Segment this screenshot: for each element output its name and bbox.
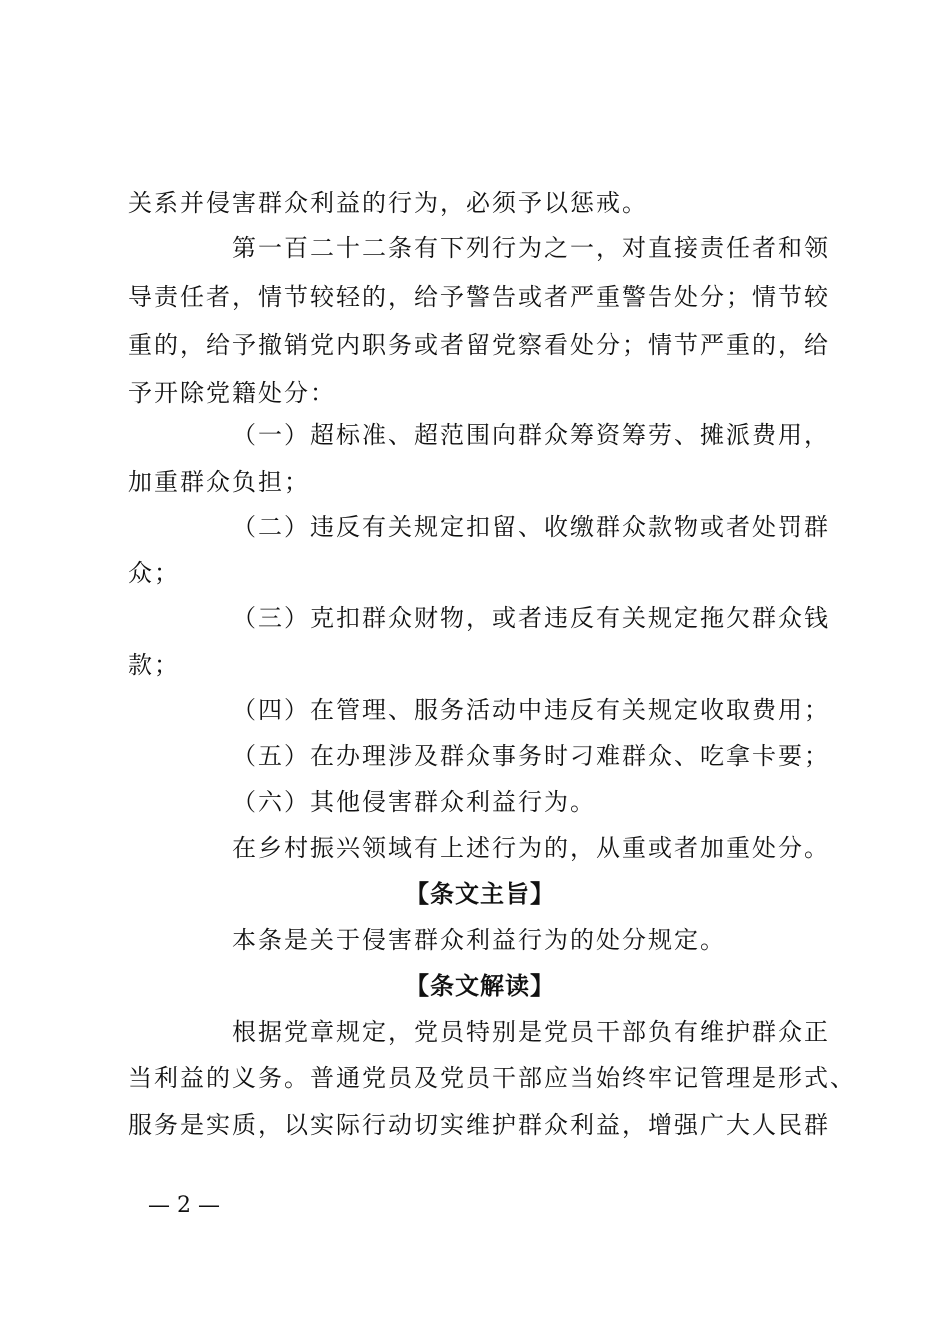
interpretation-line-3: 服务是实质，以实际行动切实维护群众利益，增强广大人民群 bbox=[128, 1111, 830, 1139]
item-1-line-1: （一）超标准、超范围向群众筹资筹劳、摊派费用， bbox=[232, 421, 830, 449]
purpose-text-line: 本条是关于侵害群众利益行为的处分规定。 bbox=[232, 926, 726, 954]
heading-article-interpretation: 【条文解读】 bbox=[405, 971, 555, 1000]
item-2-line-2: 众； bbox=[128, 559, 180, 587]
item-4-line: （四）在管理、服务活动中违反有关规定收取费用； bbox=[232, 696, 830, 724]
article-line-3: 重的，给予撤销党内职务或者留党察看处分；情节严重的，给 bbox=[128, 331, 830, 359]
article-line-1: 第一百二十二条有下列行为之一，对直接责任者和领 bbox=[232, 234, 830, 262]
item-5-line: （五）在办理涉及群众事务时刁难群众、吃拿卡要； bbox=[232, 742, 830, 770]
intro-tail-line: 关系并侵害群众利益的行为，必须予以惩戒。 bbox=[128, 189, 648, 217]
interpretation-line-1: 根据党章规定，党员特别是党员干部负有维护群众正 bbox=[232, 1018, 830, 1046]
item-3-line-2: 款； bbox=[128, 651, 180, 679]
item-1-line-2: 加重群众负担； bbox=[128, 468, 310, 496]
article-line-2: 导责任者，情节较轻的，给予警告或者严重警告处分；情节较 bbox=[128, 283, 830, 311]
rural-revitalization-line: 在乡村振兴领域有上述行为的，从重或者加重处分。 bbox=[232, 834, 830, 862]
heading-article-purpose: 【条文主旨】 bbox=[405, 879, 555, 908]
page-number: — 2 — bbox=[148, 1193, 220, 1218]
article-line-4: 予开除党籍处分： bbox=[128, 379, 336, 407]
item-2-line-1: （二）违反有关规定扣留、收缴群众款物或者处罚群 bbox=[232, 513, 830, 541]
item-3-line-1: （三）克扣群众财物，或者违反有关规定拖欠群众钱 bbox=[232, 604, 830, 632]
interpretation-line-2: 当利益的义务。普通党员及党员干部应当始终牢记管理是形式、 bbox=[128, 1064, 856, 1092]
item-6-line: （六）其他侵害群众利益行为。 bbox=[232, 788, 596, 816]
